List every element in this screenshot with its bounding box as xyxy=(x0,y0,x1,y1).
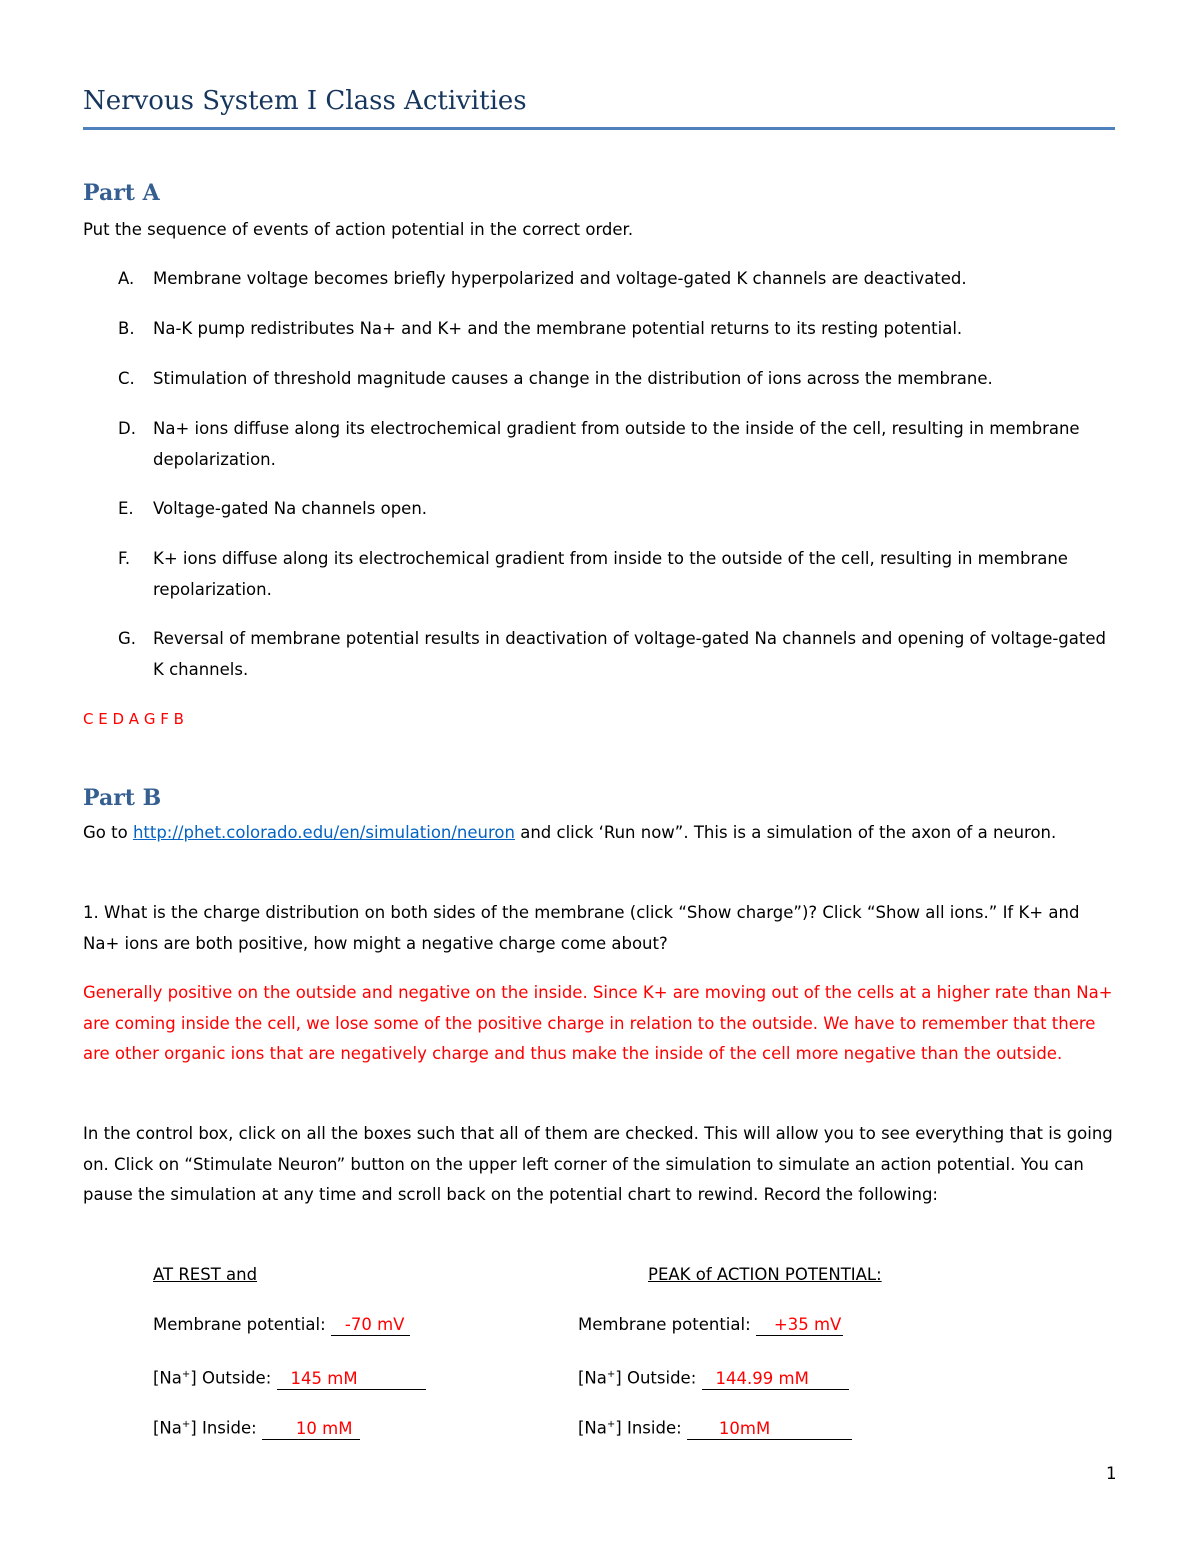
intro-text: Go to xyxy=(83,823,133,842)
peak-na-inside-value: 10mM xyxy=(718,1418,771,1438)
list-letter: D. xyxy=(118,419,136,438)
na-label: [Na xyxy=(578,1418,607,1438)
title-rule xyxy=(83,127,1115,130)
list-item xyxy=(118,264,1115,295)
list-letter: A. xyxy=(118,269,135,288)
peak-na-outside-row xyxy=(578,1360,849,1394)
list-item xyxy=(118,544,1115,605)
peak-membrane-value: +35 mV xyxy=(773,1315,842,1334)
list-item xyxy=(118,494,1115,525)
rest-na-inside-value: 10 mM xyxy=(295,1418,353,1438)
peak-header: PEAK of ACTION POTENTIAL: xyxy=(648,1265,882,1284)
part-a-answer: C E D A G F B xyxy=(83,710,184,728)
list-text: Na-K pump redistributes Na+ and K+ and the membrane potential returns to its resting potential. xyxy=(153,319,963,338)
na-superscript: + xyxy=(606,1419,616,1430)
membrane-label: Membrane potential: xyxy=(153,1315,331,1334)
peak-membrane-row xyxy=(578,1310,843,1341)
answer-blank xyxy=(756,1315,843,1336)
rest-na-inside-row xyxy=(153,1410,360,1444)
answer-blank xyxy=(702,1369,849,1390)
rest-na-outside-value: 145 mM xyxy=(290,1368,358,1388)
list-text: Reversal of membrane potential results in deactivation of voltage-gated Na channels and opening of voltage-gated K channels. xyxy=(153,629,1106,679)
na-label: [Na xyxy=(153,1418,182,1438)
list-text: Na+ ions diffuse along its electrochemical gradient from outside to the inside of the cell, resulting in membrane depolarization. xyxy=(153,419,1080,469)
outside-label: ] Outside: xyxy=(190,1368,277,1388)
na-label: [Na xyxy=(578,1368,607,1388)
list-item xyxy=(118,364,1115,395)
rest-header: AT REST and xyxy=(153,1265,258,1284)
part-b-heading: Part B xyxy=(83,785,162,811)
na-label: [Na xyxy=(153,1368,182,1388)
list-text: Membrane voltage becomes briefly hyperpolarized and voltage-gated K channels are deactivated. xyxy=(153,269,967,288)
peak-na-outside-value: 144.99 mM xyxy=(715,1368,809,1388)
intro-text: and click ‘Run now”. This is a simulation of the axon of a neuron. xyxy=(514,823,1057,842)
part-a-heading: Part A xyxy=(83,180,160,206)
list-letter: B. xyxy=(118,319,135,338)
control-instructions: In the control box, click on all the boxes such that all of them are checked. This will allow you to see everything that is going on. Click on “Stimulate Neuron” button on the upper left corner of the simulation to simulate an action potential. You can pause the simulation at any time and scroll back on the potential chart to rewind. Record the following: xyxy=(83,1124,1113,1204)
list-item xyxy=(118,414,1115,475)
list-item xyxy=(118,624,1115,685)
inside-label: ] Inside: xyxy=(615,1418,687,1438)
page-title: Nervous System I Class Activities xyxy=(83,86,527,116)
rest-membrane-row xyxy=(153,1310,410,1341)
na-superscript: + xyxy=(181,1369,191,1380)
outside-label: ] Outside: xyxy=(615,1368,702,1388)
answer-blank xyxy=(687,1419,852,1440)
list-text: Voltage-gated Na channels open. xyxy=(153,499,428,518)
part-a-instruction: Put the sequence of events of action potential in the correct order. xyxy=(83,220,634,239)
part-b-intro xyxy=(83,818,1115,849)
inside-label: ] Inside: xyxy=(190,1418,262,1438)
page-number: 1 xyxy=(1106,1464,1117,1483)
rest-na-outside-row xyxy=(153,1360,426,1394)
answer-blank xyxy=(277,1369,426,1390)
rest-membrane-value: -70 mV xyxy=(344,1315,405,1334)
na-superscript: + xyxy=(606,1369,616,1380)
question-1: 1. What is the charge distribution on both sides of the membrane (click “Show charge”)? Click “Show all ions.” If K+ and Na+ ions are both positive, how might a negative charge come about? xyxy=(83,903,1080,953)
list-letter: C. xyxy=(118,369,135,388)
list-letter: E. xyxy=(118,499,134,518)
answer-1: Generally positive on the outside and negative on the inside. Since K+ are moving out of the cells at a higher rate than Na+ are coming inside the cell, we lose some of the positive charge in relation to the outside. We have to remember that there are other organic ions that are negatively charge and thus make the inside of the cell more negative than the outside. xyxy=(83,983,1113,1063)
list-text: K+ ions diffuse along its electrochemical gradient from inside to the outside of the cell, resulting in membrane repolarization. xyxy=(153,549,1068,599)
membrane-label: Membrane potential: xyxy=(578,1315,756,1334)
list-item xyxy=(118,314,1115,345)
peak-na-inside-row xyxy=(578,1410,852,1444)
answer-blank xyxy=(262,1419,361,1440)
list-text: Stimulation of threshold magnitude causes a change in the distribution of ions across the membrane. xyxy=(153,369,993,388)
phet-link[interactable]: http://phet.colorado.edu/en/simulation/neuron xyxy=(132,823,515,842)
na-superscript: + xyxy=(181,1419,191,1430)
list-letter: F. xyxy=(118,549,131,568)
answer-blank xyxy=(331,1315,411,1336)
list-letter: G. xyxy=(118,629,137,648)
